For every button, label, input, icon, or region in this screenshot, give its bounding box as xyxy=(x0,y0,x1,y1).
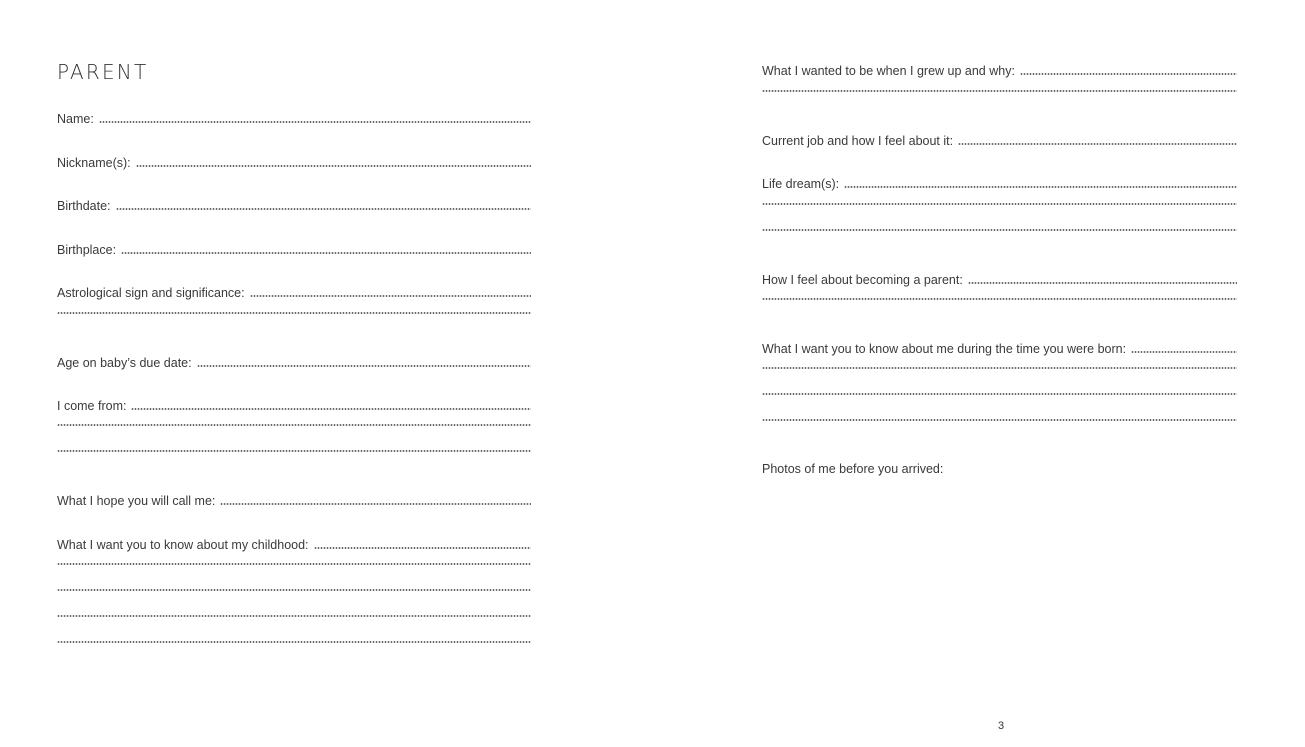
continuation-line[interactable] xyxy=(762,419,1237,421)
birthplace-line[interactable] xyxy=(121,252,531,254)
come-from-label: I come from: xyxy=(57,399,127,413)
birthdate-line[interactable] xyxy=(116,208,531,210)
name-label: Name: xyxy=(57,112,94,126)
continuation-line[interactable] xyxy=(762,90,1237,92)
time-born-label: What I want you to know about me during the time you were born: xyxy=(762,342,1127,356)
continuation-line[interactable] xyxy=(57,641,531,643)
childhood-field[interactable] xyxy=(57,537,531,553)
age-field[interactable] xyxy=(57,355,531,371)
becoming-parent-line[interactable] xyxy=(968,282,1237,284)
time-born-line-3[interactable] xyxy=(762,393,1237,399)
continuation-line[interactable] xyxy=(57,615,531,617)
astrological-sign-label: Astrological sign and significance: xyxy=(57,286,245,300)
name-field[interactable] xyxy=(57,111,531,127)
page-title: PARENT xyxy=(57,60,149,84)
continuation-line[interactable] xyxy=(762,393,1237,395)
life-dreams-line-3[interactable] xyxy=(762,229,1237,235)
photos-label: Photos of me before you arrived: xyxy=(762,462,944,476)
wanted-to-be-field[interactable] xyxy=(762,63,1237,79)
continuation-line[interactable] xyxy=(762,203,1237,205)
continuation-line[interactable] xyxy=(57,424,531,426)
page-number: 3 xyxy=(998,720,1005,732)
life-dreams-line-2[interactable] xyxy=(762,203,1237,209)
nickname-line[interactable] xyxy=(136,165,531,167)
age-label: Age on baby’s due date: xyxy=(57,356,192,370)
come-from-field[interactable] xyxy=(57,398,531,414)
childhood-line-2[interactable] xyxy=(57,563,531,569)
astrological-sign-line[interactable] xyxy=(250,295,531,297)
continuation-line[interactable] xyxy=(57,589,531,591)
continuation-line[interactable] xyxy=(57,450,531,452)
call-me-label: What I hope you will call me: xyxy=(57,494,216,508)
come-from-line[interactable] xyxy=(131,408,531,410)
name-line[interactable] xyxy=(99,121,531,123)
becoming-parent-label: How I feel about becoming a parent: xyxy=(762,273,963,287)
time-born-line-2[interactable] xyxy=(762,367,1237,373)
age-line[interactable] xyxy=(197,365,531,367)
life-dreams-label: Life dream(s): xyxy=(762,177,840,191)
time-born-field[interactable] xyxy=(762,341,1237,357)
becoming-parent-line-2[interactable] xyxy=(762,298,1237,304)
come-from-line-2[interactable] xyxy=(57,424,531,430)
wanted-to-be-line-2[interactable] xyxy=(762,90,1237,96)
come-from-line-3[interactable] xyxy=(57,450,531,456)
continuation-line[interactable] xyxy=(57,563,531,565)
continuation-line[interactable] xyxy=(762,298,1237,300)
becoming-parent-field[interactable] xyxy=(762,272,1237,288)
birthdate-field[interactable] xyxy=(57,198,531,214)
life-dreams-field[interactable] xyxy=(762,176,1237,192)
nickname-label: Nickname(s): xyxy=(57,156,131,170)
call-me-line[interactable] xyxy=(220,503,531,505)
birthdate-label: Birthdate: xyxy=(57,199,111,213)
time-born-line-4[interactable] xyxy=(762,419,1237,425)
childhood-line-4[interactable] xyxy=(57,615,531,621)
call-me-field[interactable] xyxy=(57,493,531,509)
continuation-line[interactable] xyxy=(762,367,1237,369)
childhood-label: What I want you to know about my childhood: xyxy=(57,538,309,552)
time-born-line[interactable] xyxy=(1131,351,1237,353)
continuation-line[interactable] xyxy=(762,229,1237,231)
birthplace-field[interactable] xyxy=(57,242,531,258)
wanted-to-be-label: What I wanted to be when I grew up and why: xyxy=(762,64,1015,78)
birthplace-label: Birthplace: xyxy=(57,243,117,257)
astrological-sign-line-2[interactable] xyxy=(57,312,531,318)
current-job-line[interactable] xyxy=(958,143,1237,145)
nickname-field[interactable] xyxy=(57,155,531,171)
life-dreams-line[interactable] xyxy=(844,186,1237,188)
photos-field xyxy=(762,461,1237,477)
current-job-field[interactable] xyxy=(762,133,1237,149)
current-job-label: Current job and how I feel about it: xyxy=(762,134,954,148)
wanted-to-be-line[interactable] xyxy=(1020,73,1237,75)
astrological-sign-field[interactable] xyxy=(57,285,531,301)
childhood-line[interactable] xyxy=(314,547,531,549)
continuation-line[interactable] xyxy=(57,312,531,314)
childhood-line-3[interactable] xyxy=(57,589,531,595)
childhood-line-5[interactable] xyxy=(57,641,531,647)
